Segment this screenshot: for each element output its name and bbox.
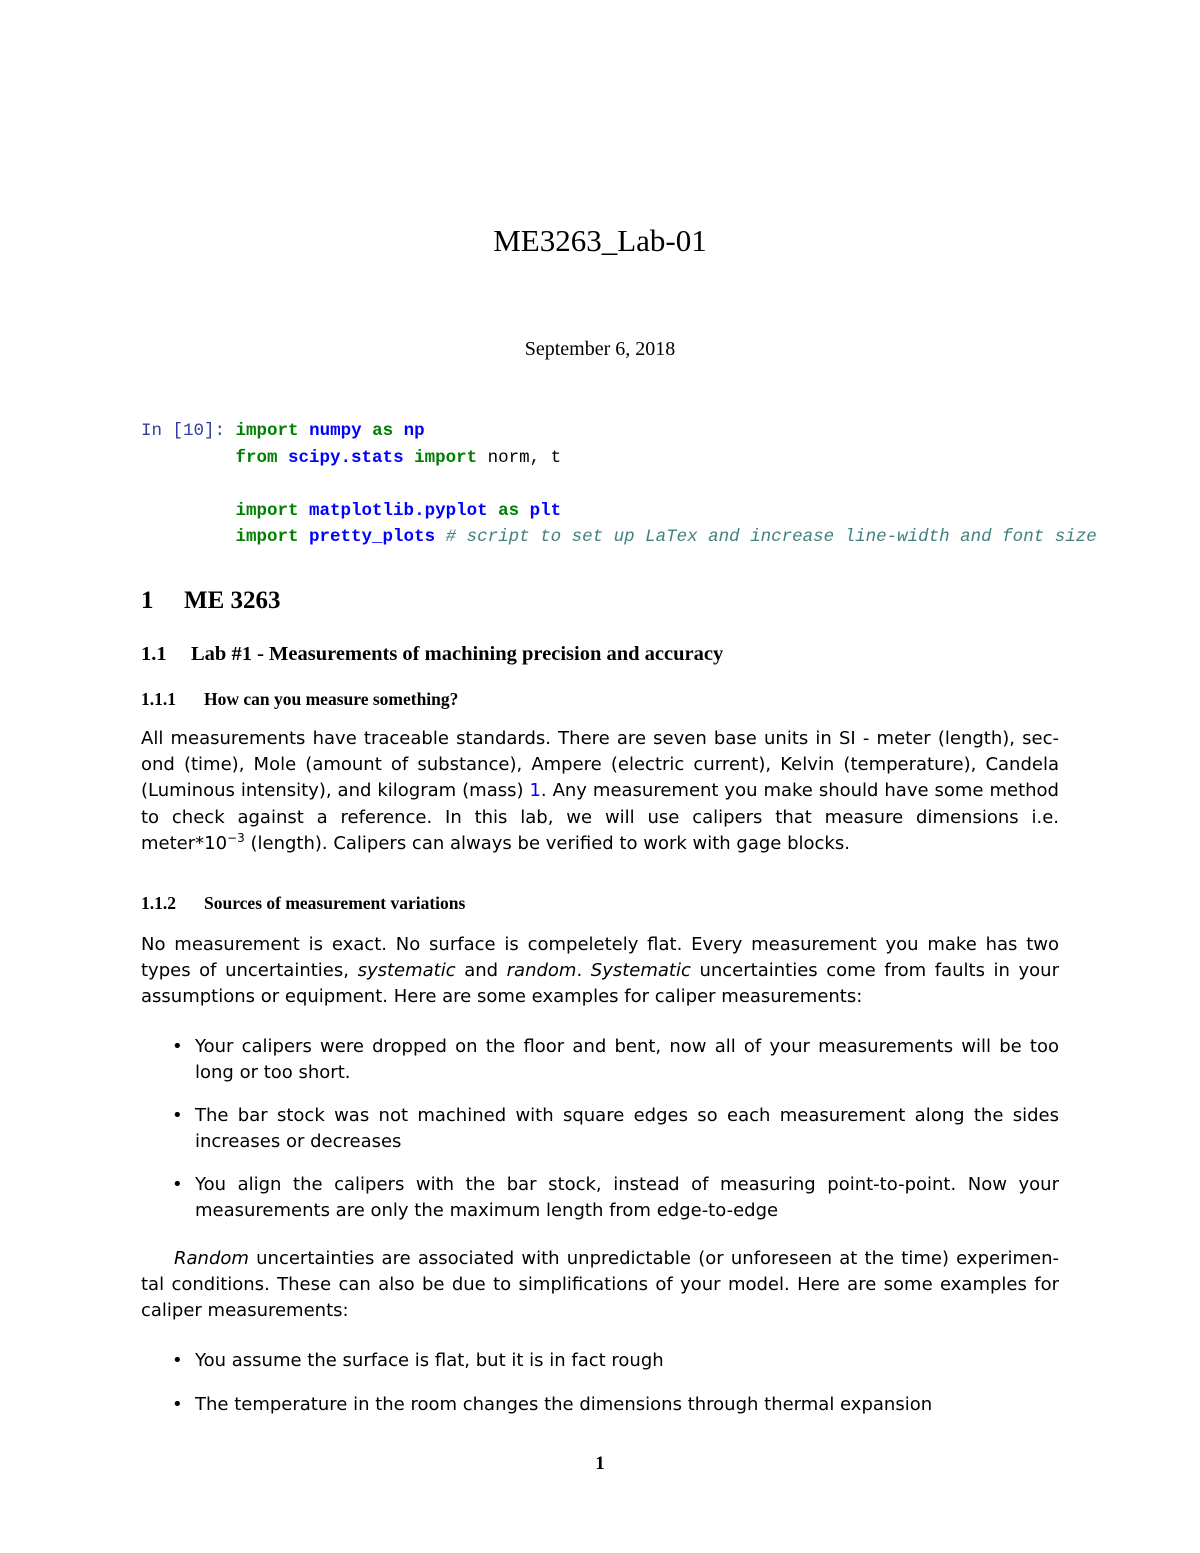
text-line: (length). Calipers can always be verified to work with gage blocks. <box>244 832 850 854</box>
bullet-icon: • <box>172 1394 183 1415</box>
code-keyword: as <box>498 500 520 521</box>
code-module: matplotlib.pyplot <box>309 500 488 521</box>
text-line: long or too short. <box>195 1062 351 1083</box>
text-line: and <box>464 960 499 982</box>
text-line: measurements are only the maximum length from edge-to-edge <box>195 1200 779 1221</box>
text-line: assumptions or equipment. Here are some examples for caliper measurements: <box>141 986 863 1008</box>
list-item <box>141 1103 1059 1155</box>
subsubsection-heading-1-1-1 <box>141 687 458 711</box>
list-item <box>141 1348 1059 1374</box>
code-keyword: as <box>372 421 394 441</box>
emphasis: Random <box>174 1248 249 1269</box>
text-line: . Any measurement you make should have some <box>540 780 984 802</box>
code-keyword: import <box>235 500 299 521</box>
subsubsection-heading-1-1-2 <box>141 891 465 915</box>
code-module: pretty_plots <box>309 527 436 547</box>
code-keyword: import <box>235 527 299 547</box>
text-line: types of uncertainties, <box>141 960 349 982</box>
text-line: meter*10 <box>141 832 228 854</box>
code-module: numpy <box>309 421 362 441</box>
code-prompt: In [10]: <box>141 421 226 441</box>
paragraph-uncertainties <box>141 932 1059 1011</box>
text-line: No measurement is exact. No surface is compeletely flat. Every measurement you make has two <box>141 934 1059 955</box>
code-module: plt <box>529 500 562 521</box>
paragraph-measurement-standards <box>141 726 1059 857</box>
section-title: How can you measure something? <box>204 689 459 709</box>
section-number: 1.1.1 <box>141 689 176 709</box>
emphasis: random <box>506 960 577 982</box>
text-line: You align the calipers with the bar stock, instead of measuring point-to-point. Now your <box>195 1174 1059 1195</box>
random-examples-list <box>141 1348 1059 1418</box>
bullet-icon: • <box>172 1105 183 1126</box>
code-text: norm, t <box>487 447 562 468</box>
emphasis: Systematic <box>590 960 691 982</box>
text-line: tal conditions. These can also be due to simplifications of your model. Here are some examples <box>141 1274 1027 1296</box>
section-title: ME 3263 <box>184 587 281 614</box>
text-line: You assume the surface is flat, but it is in fact rough <box>195 1350 664 1371</box>
text-line: method to check against a reference. In this lab, we will use calipers that measure dimensions i.e. <box>141 780 1059 828</box>
text-line: . <box>576 960 583 982</box>
list-item <box>141 1172 1059 1224</box>
document-date: September 6, 2018 <box>524 338 676 360</box>
section-heading-1 <box>141 584 281 618</box>
text-line: uncertainties come from faults in your <box>699 960 1059 982</box>
code-keyword: import <box>414 447 478 468</box>
text-line: Your calipers were dropped on the floor and bent, now all of your measurements will be too <box>195 1036 1059 1057</box>
text-line: The temperature in the room changes the dimensions through thermal expansion <box>195 1394 933 1415</box>
systematic-examples-list <box>141 1034 1059 1224</box>
list-item <box>141 1034 1059 1086</box>
bullet-icon: • <box>172 1350 183 1371</box>
code-comment: # script to set up LaTex and increase line-width and font size <box>445 527 1097 547</box>
document-title: ME3263_Lab-01 <box>493 223 707 258</box>
text-line: for caliper measurements: <box>141 1274 1059 1322</box>
list-item <box>141 1392 1059 1418</box>
page-number: 1 <box>595 1453 605 1474</box>
code-keyword: from <box>235 447 278 468</box>
section-title: Sources of measurement variations <box>204 893 466 913</box>
section-title: Lab #1 - Measurements of machining precision and accuracy <box>191 643 724 665</box>
emphasis: systematic <box>357 960 456 982</box>
section-number: 1.1.2 <box>141 893 176 913</box>
text-line: (Luminous intensity), and kilogram (mass) <box>141 780 524 802</box>
text-line: ond (time), Mole (amount of substance), Ampere (electric current), Kelvin (temperature), Candela <box>141 754 1059 776</box>
code-module: np <box>403 421 425 441</box>
reference-link[interactable]: 1 <box>529 780 541 802</box>
exponent: −3 <box>227 830 245 845</box>
section-number: 1.1 <box>141 643 167 665</box>
code-keyword: import <box>235 421 299 441</box>
subsection-heading-1-1 <box>141 640 723 668</box>
section-number: 1 <box>141 587 154 614</box>
bullet-icon: • <box>172 1036 183 1057</box>
paragraph-random-uncertainties <box>141 1246 1059 1325</box>
bullet-icon: • <box>172 1174 183 1195</box>
code-cell <box>141 418 1171 551</box>
text-line: All measurements have traceable standards. There are seven base units in SI - meter (length), sec- <box>141 728 1059 749</box>
text-line: The bar stock was not machined with square edges so each measurement along the sides <box>195 1105 1059 1126</box>
text-line: uncertainties are associated with unpredictable (or unforeseen at the time) experimen- <box>256 1248 1059 1269</box>
text-line: increases or decreases <box>195 1131 402 1152</box>
code-module: scipy.stats <box>288 447 404 468</box>
